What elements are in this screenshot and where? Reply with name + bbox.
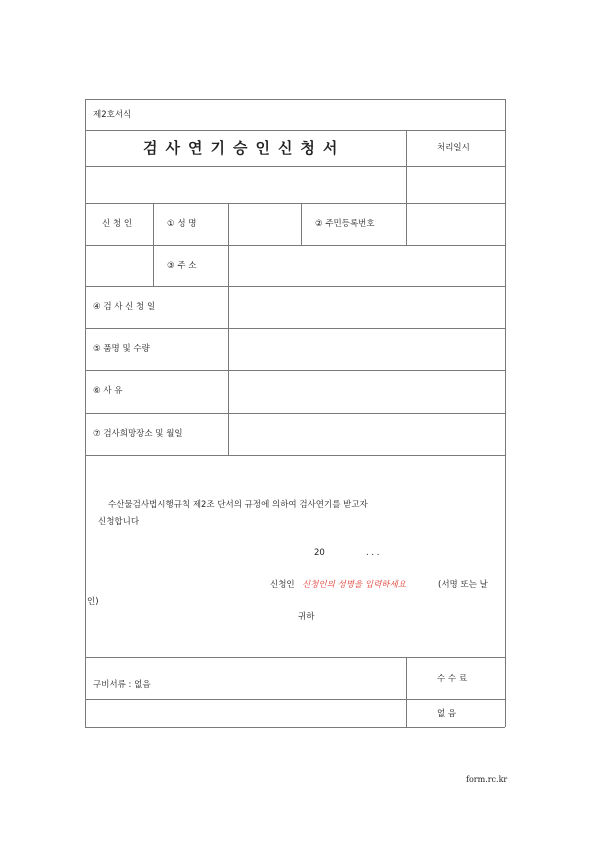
date-separators: . . .	[366, 548, 380, 558]
fee-label: 수 수 료	[437, 674, 468, 684]
divider-applicant-top	[85, 203, 505, 204]
divider-row7-top	[85, 413, 505, 414]
desired-place-date-label: ⑦ 검사희망장소 및 월일	[93, 429, 183, 439]
processing-date-label: 처리일시	[437, 143, 470, 153]
desired-place-date-field[interactable]	[230, 415, 503, 453]
applicant-section-label: 신 청 인	[102, 219, 133, 229]
attachments-label: 구비서류 : 없음	[93, 680, 151, 690]
signature-note-continued: 인)	[87, 597, 99, 607]
border-bottom	[85, 727, 505, 728]
border-left	[85, 99, 86, 727]
resident-number-label: ② 주민등록번호	[315, 219, 375, 229]
border-right	[505, 99, 506, 727]
item-quantity-field[interactable]	[230, 330, 503, 368]
page-title: 검사연기승인신청서	[143, 139, 346, 157]
date-year-prefix: 20	[314, 548, 325, 558]
divider-field-label	[228, 203, 229, 455]
address-field[interactable]	[230, 247, 503, 284]
divider-statement-top	[85, 455, 505, 456]
divider-row6-top	[85, 370, 505, 371]
divider-row5-top	[85, 328, 505, 329]
resident-number-field[interactable]	[408, 205, 503, 243]
fee-value: 없 음	[437, 709, 457, 719]
inspection-date-label: ④ 검 사 신 청 일	[93, 302, 156, 312]
divider-title-bottom	[85, 166, 505, 167]
applicant-name-input[interactable]: 신청인의 성명을 입력하세요	[302, 580, 406, 590]
item-quantity-label: ⑤ 품명 및 수량	[93, 344, 150, 354]
divider-applicant-label	[153, 203, 154, 286]
source-footer: form.rc.kr	[466, 775, 508, 784]
divider-processing-column	[406, 130, 407, 245]
statement-line-2: 신청합니다	[98, 517, 140, 527]
applicant-prefix: 신청인	[270, 580, 295, 590]
inspection-date-field[interactable]	[230, 288, 503, 326]
recipient-label: 귀하	[298, 612, 315, 622]
divider-fee-column	[406, 657, 407, 727]
divider-address-top	[85, 245, 505, 246]
signature-note: (서명 또는 날	[438, 580, 488, 590]
name-field[interactable]	[230, 205, 299, 243]
address-label: ③ 주 소	[167, 261, 197, 271]
divider-resident-number	[301, 203, 302, 245]
divider-attachments-top	[85, 657, 505, 658]
statement-line-1: 수산물검사법시행규칙 제2조 단서의 규정에 의하여 검사연기를 받고자	[108, 500, 368, 510]
reason-field[interactable]	[230, 372, 503, 411]
divider-fee-row	[85, 699, 505, 700]
border-top	[85, 99, 505, 100]
form-number: 제2호서식	[93, 110, 132, 120]
divider-title-top	[85, 130, 505, 131]
divider-row4-top	[85, 286, 505, 287]
reason-label: ⑥ 사 유	[93, 386, 123, 396]
name-label: ① 성 명	[167, 219, 197, 229]
